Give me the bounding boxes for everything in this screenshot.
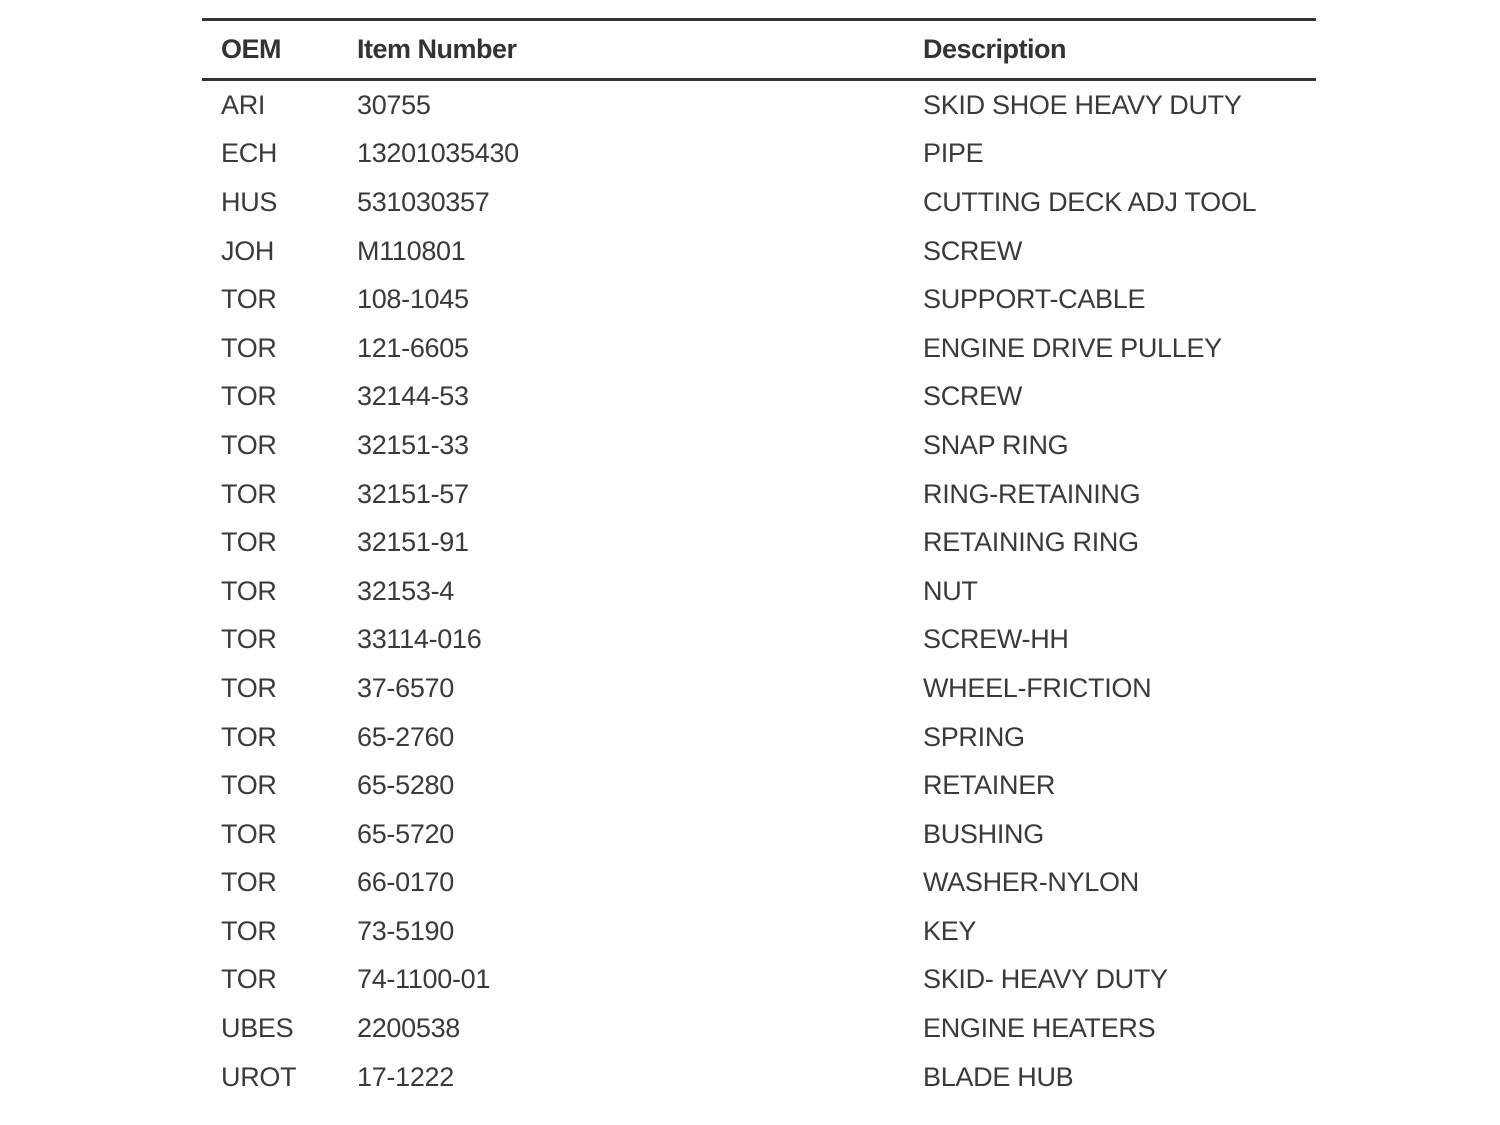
cell-description: WHEEL-FRICTION: [923, 672, 1152, 703]
table-row: [202, 664, 1316, 713]
cell-item-number: 108-1045: [357, 284, 469, 315]
header-item-number: Item Number: [357, 34, 517, 64]
cell-oem: HUS: [221, 186, 278, 217]
cell-description: ENGINE DRIVE PULLEY: [923, 332, 1222, 363]
cell-item-number: 65-5280: [357, 770, 454, 801]
cell-item-number: 121-6605: [357, 332, 469, 363]
cell-description: PIPE: [923, 138, 984, 169]
header-oem: OEM: [221, 34, 282, 64]
cell-oem: TOR: [221, 527, 277, 558]
cell-item-number: 17-1222: [357, 1061, 454, 1092]
table-row: [202, 227, 1316, 276]
cell-item-number: 73-5190: [357, 915, 454, 946]
cell-description: SKID- HEAVY DUTY: [923, 964, 1168, 995]
table-row: [202, 859, 1316, 908]
cell-oem: JOH: [221, 235, 275, 266]
table-row: [202, 178, 1316, 227]
cell-oem: TOR: [221, 867, 277, 898]
cell-oem: TOR: [221, 964, 277, 995]
cell-item-number: 13201035430: [357, 138, 519, 169]
cell-item-number: 74-1100-01: [357, 964, 491, 995]
cell-oem: TOR: [221, 672, 277, 703]
cell-item-number: 65-5720: [357, 818, 454, 849]
cell-description: RETAINER: [923, 770, 1056, 801]
table-header: [202, 21, 1316, 78]
table-row: [202, 81, 1316, 130]
cell-item-number: 32151-33: [357, 429, 469, 460]
cell-oem: TOR: [221, 770, 277, 801]
table-row: [202, 324, 1316, 373]
table-row: [202, 1004, 1316, 1053]
cell-item-number: 531030357: [357, 186, 490, 217]
cell-description: SNAP RING: [923, 429, 1069, 460]
cell-description: SCREW-HH: [923, 624, 1069, 655]
cell-item-number: 33114-016: [357, 624, 482, 655]
header-row: [202, 21, 1316, 78]
table-row: [202, 567, 1316, 616]
cell-description: CUTTING DECK ADJ TOOL: [923, 186, 1257, 217]
cell-oem: TOR: [221, 332, 277, 363]
cell-description: SUPPORT-CABLE: [923, 284, 1146, 315]
cell-oem: TOR: [221, 381, 277, 412]
cell-oem: TOR: [221, 818, 277, 849]
cell-description: SCREW: [923, 381, 1022, 412]
cell-item-number: 66-0170: [357, 867, 454, 898]
cell-description: SPRING: [923, 721, 1025, 752]
table-row: [202, 810, 1316, 859]
cell-description: BLADE HUB: [923, 1061, 1074, 1092]
table-row: [202, 518, 1316, 567]
table-row: [202, 956, 1316, 1005]
cell-description: BUSHING: [923, 818, 1044, 849]
header-description: Description: [923, 34, 1067, 64]
cell-oem: TOR: [221, 624, 277, 655]
cell-description: WASHER-NYLON: [923, 867, 1139, 898]
table-row: [202, 907, 1316, 956]
parts-table: [202, 18, 1316, 1101]
table-row: [202, 1053, 1316, 1102]
cell-item-number: M110801: [357, 235, 466, 266]
cell-item-number: 32151-91: [357, 527, 469, 558]
cell-description: SCREW: [923, 235, 1022, 266]
cell-oem: TOR: [221, 478, 277, 509]
cell-description: KEY: [923, 915, 977, 946]
cell-description: NUT: [923, 575, 978, 606]
cell-item-number: 30755: [357, 89, 431, 120]
table-row: [202, 275, 1316, 324]
table-row: [202, 130, 1316, 179]
cell-description: SKID SHOE HEAVY DUTY: [923, 89, 1242, 120]
cell-oem: TOR: [221, 575, 277, 606]
cell-item-number: 32153-4: [357, 575, 454, 606]
cell-item-number: 2200538: [357, 1013, 461, 1044]
cell-item-number: 32151-57: [357, 478, 469, 509]
cell-oem: TOR: [221, 284, 277, 315]
cell-item-number: 32144-53: [357, 381, 469, 412]
cell-item-number: 37-6570: [357, 672, 454, 703]
cell-oem: TOR: [221, 915, 277, 946]
cell-description: RETAINING RING: [923, 527, 1139, 558]
cell-description: RING-RETAINING: [923, 478, 1141, 509]
table-body: [202, 81, 1316, 1101]
table-row: [202, 761, 1316, 810]
cell-oem: TOR: [221, 721, 277, 752]
cell-oem: ECH: [221, 138, 278, 169]
cell-oem: ARI: [221, 89, 266, 120]
table-row: [202, 616, 1316, 665]
cell-oem: UROT: [221, 1061, 297, 1092]
table-row: [202, 373, 1316, 422]
table-row: [202, 470, 1316, 519]
table-row: [202, 421, 1316, 470]
cell-oem: UBES: [221, 1013, 294, 1044]
cell-description: ENGINE HEATERS: [923, 1013, 1156, 1044]
cell-item-number: 65-2760: [357, 721, 454, 752]
table-row: [202, 713, 1316, 762]
cell-oem: TOR: [221, 429, 277, 460]
